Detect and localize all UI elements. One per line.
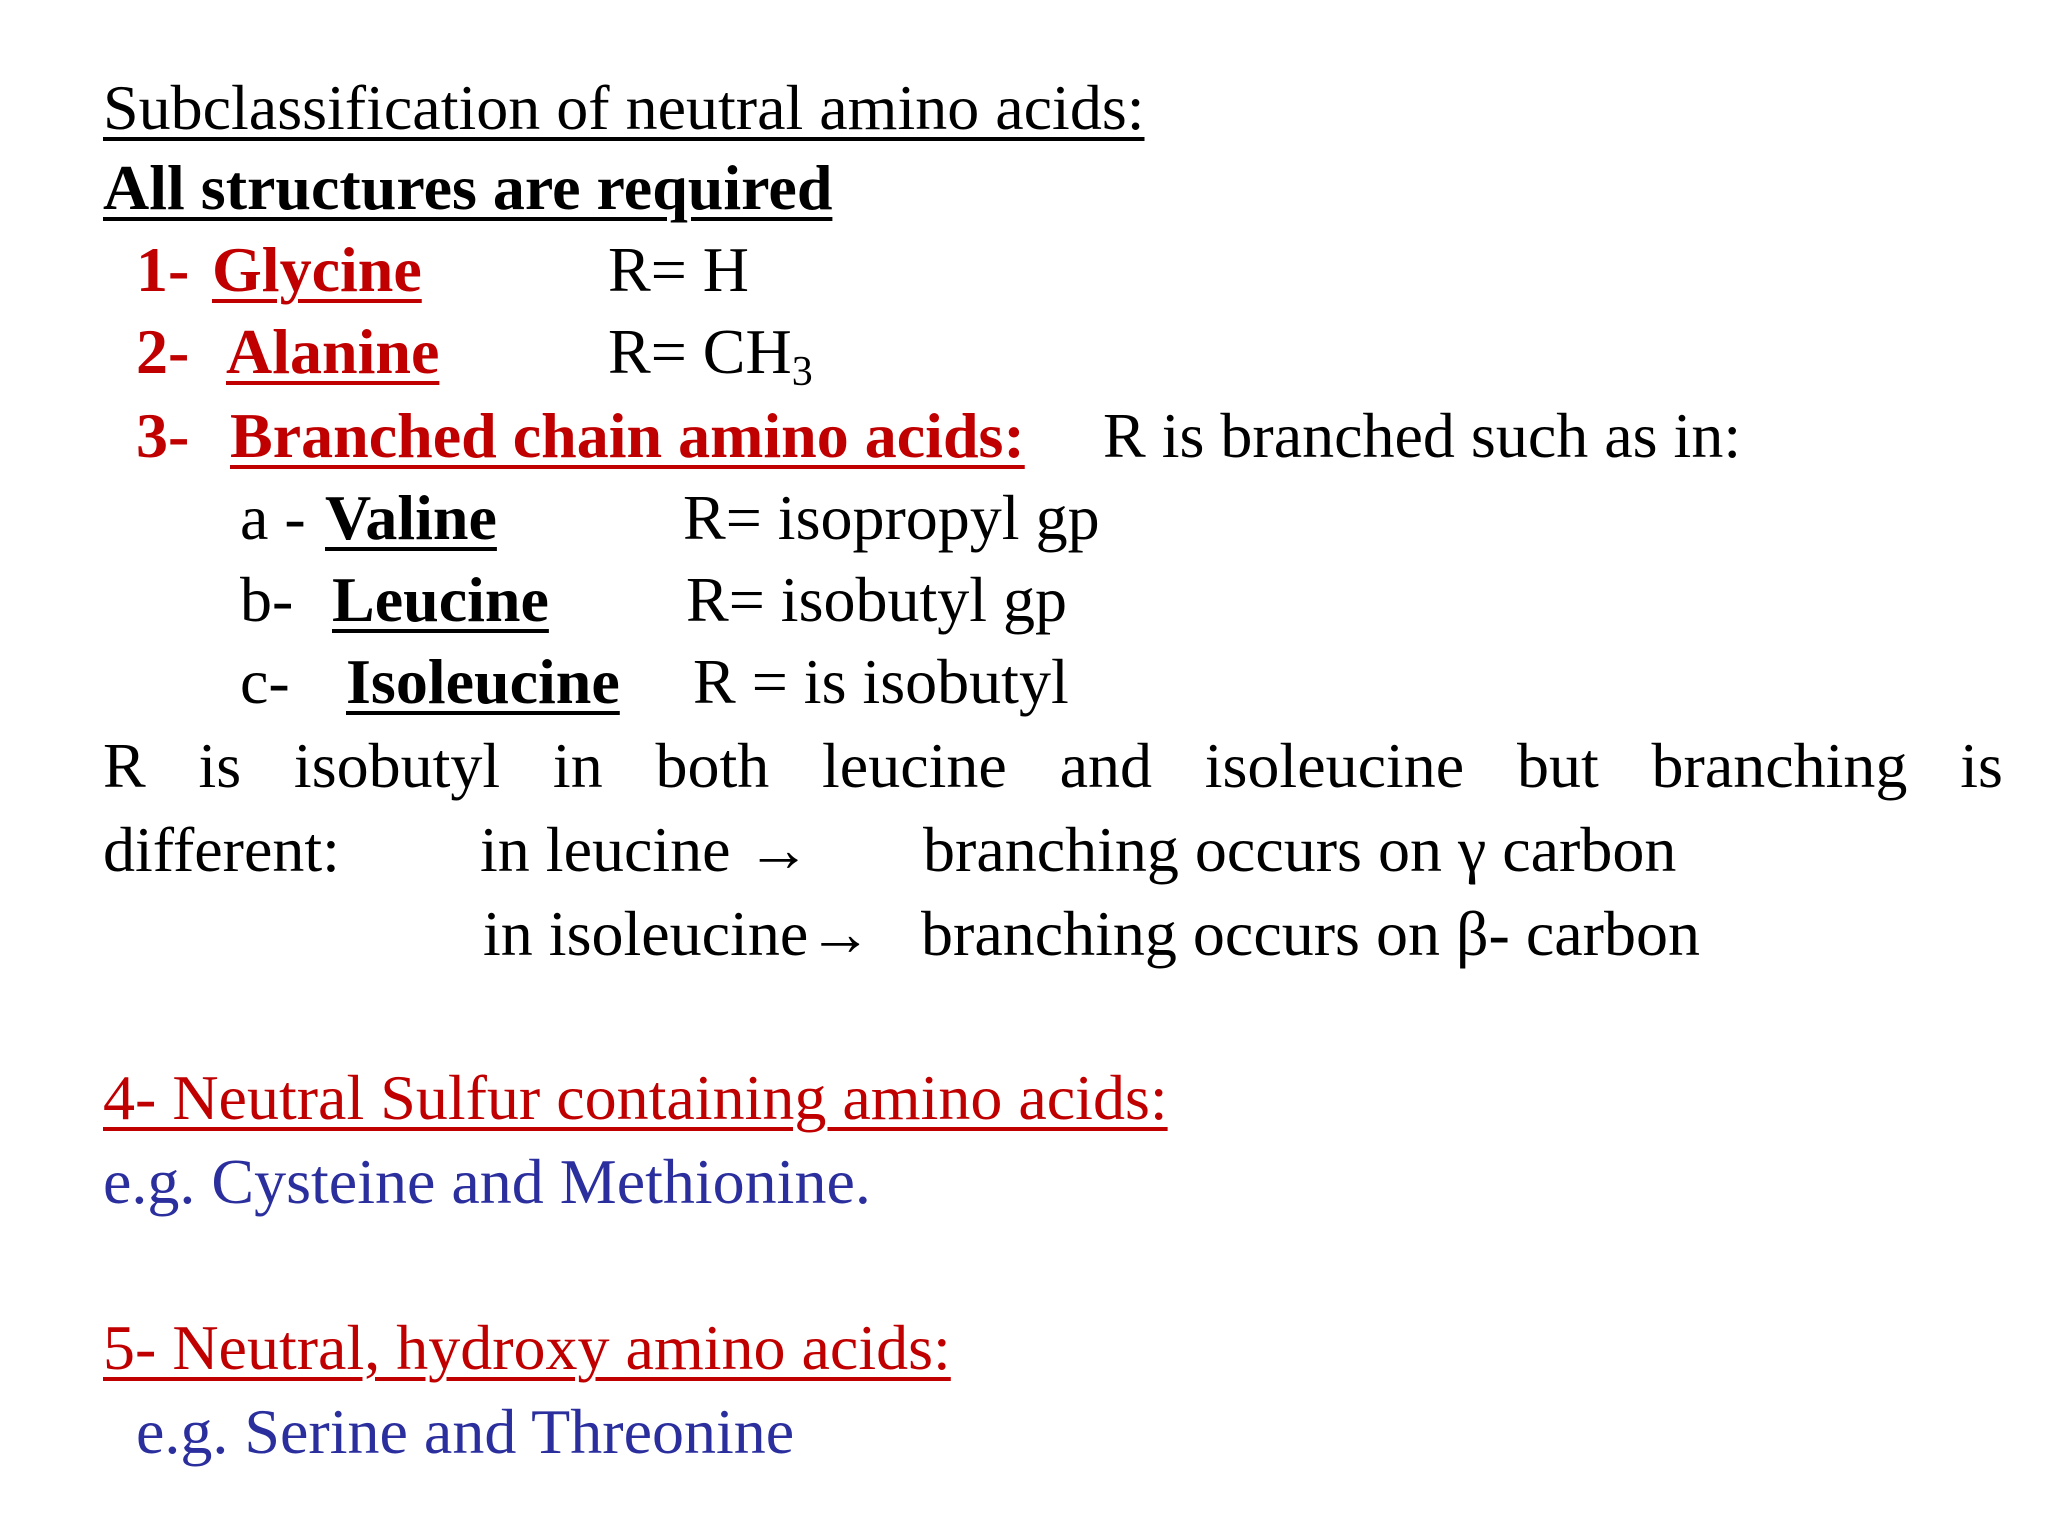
note-line-3-mid: in isoleucine→ — [483, 898, 873, 969]
item-glycine-r — [608, 234, 749, 305]
sub-item-isoleucine-r: R = is isobutyl — [693, 646, 1069, 717]
note-word: and — [1059, 730, 1152, 801]
note-line-2-end: branching occurs on γ carbon — [923, 814, 1677, 885]
sub-item-leucine-name: Leucine — [332, 564, 549, 635]
sulfur-example: e.g. Cysteine and Methionine. — [103, 1146, 871, 1217]
note-word: is — [1960, 730, 2003, 801]
sub-item-valine-r: R= isopropyl gp — [683, 482, 1100, 553]
item-alanine-r-subscript: 3 — [791, 349, 813, 395]
sub-item-leucine-r: R= isobutyl gp — [686, 564, 1068, 635]
note-line-2-mid: in leucine → — [480, 814, 811, 885]
item-alanine-name: Alanine — [226, 316, 440, 387]
item-alanine-r — [608, 316, 813, 395]
note-word: branching — [1651, 730, 1908, 801]
note-word: isoleucine — [1204, 730, 1465, 801]
note-line-3-end: branching occurs on β- carbon — [921, 898, 1700, 969]
slide-subtitle: All structures are required — [103, 152, 833, 223]
note-line-2-start: different: — [103, 814, 340, 885]
item-alanine-number: 2- — [136, 316, 190, 387]
item-glycine-number: 1- — [136, 234, 190, 305]
item-branched-number: 3- — [136, 400, 190, 471]
note-line-1 — [103, 730, 2003, 801]
item-alanine-r-text: R= CH — [608, 316, 792, 387]
hydroxy-example: e.g. Serine and Threonine — [136, 1396, 795, 1467]
sulfur-heading: 4- Neutral Sulfur containing amino acids: — [103, 1062, 1168, 1133]
sub-item-isoleucine-letter: c- — [240, 646, 290, 717]
note-word: both — [655, 730, 770, 801]
slide-title: Subclassification of neutral amino acids: — [103, 72, 1145, 143]
note-word: in — [552, 730, 603, 801]
note-word: leucine — [822, 730, 1007, 801]
note-word: but — [1516, 730, 1599, 801]
item-branched-name: Branched chain amino acids: — [230, 400, 1025, 471]
item-glycine-name: Glycine — [212, 234, 422, 305]
sub-item-isoleucine-name: Isoleucine — [346, 646, 620, 717]
sub-item-valine-letter: a - — [240, 482, 306, 553]
sub-item-leucine-letter: b- — [240, 564, 294, 635]
item-glycine-r-text: R= H — [608, 234, 749, 305]
note-word: R — [103, 730, 146, 801]
note-word: is — [198, 730, 242, 801]
sub-item-valine-name: Valine — [325, 482, 497, 553]
hydroxy-heading: 5- Neutral, hydroxy amino acids: — [103, 1312, 951, 1383]
item-branched-desc: R is branched such as in: — [1103, 400, 1742, 471]
note-word: isobutyl — [293, 730, 501, 801]
